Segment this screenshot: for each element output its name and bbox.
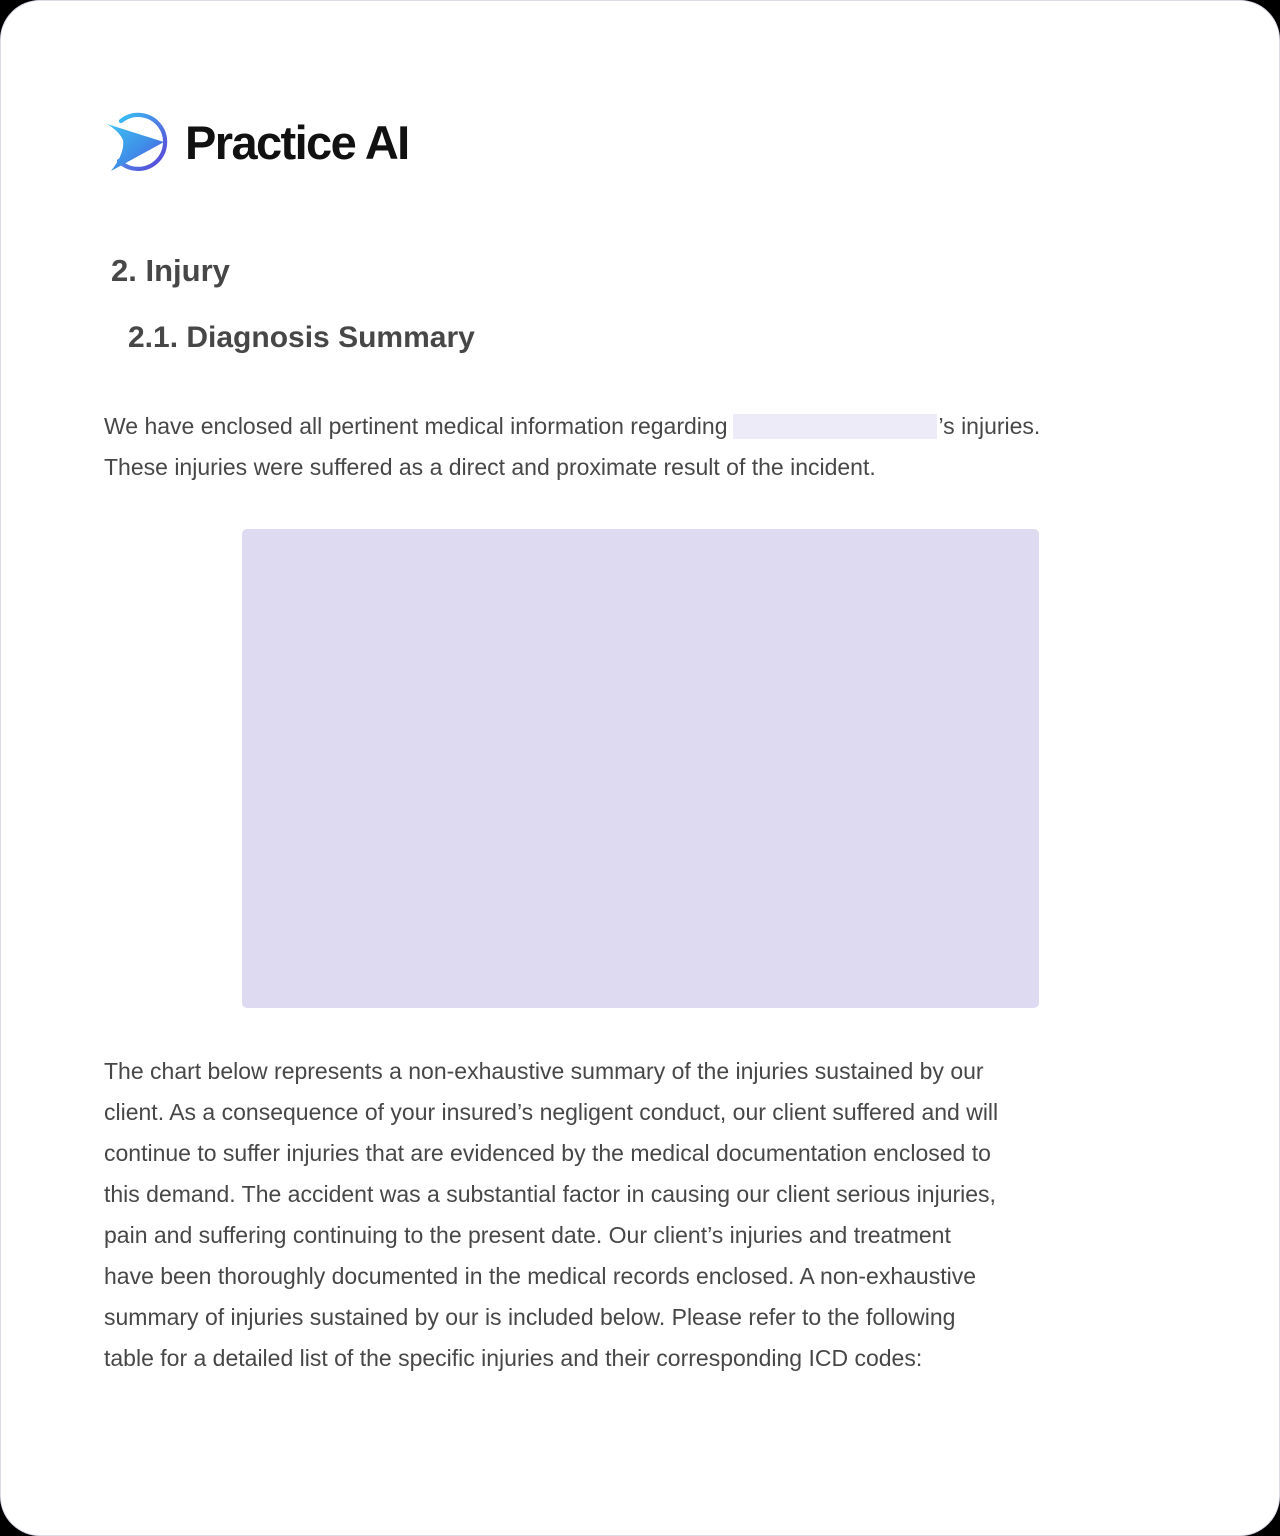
practice-ai-logo-icon [105, 109, 173, 175]
brand-name: Practice AI [185, 115, 409, 169]
intro-text-after: ’s injuries. [938, 413, 1041, 439]
redacted-client-name [733, 414, 937, 439]
brand-logo [105, 109, 409, 175]
subsection-heading: 2.1. Diagnosis Summary [128, 321, 475, 354]
section-heading: 2. Injury [111, 253, 230, 288]
summary-line: have been thoroughly documented in the medical records enclosed. A non-exhaustive [104, 1263, 977, 1289]
diagnosis-image-placeholder [242, 529, 1039, 1008]
summary-line: table for a detailed list of the specific injuries and their corresponding ICD codes: [104, 1345, 923, 1371]
intro-line-1 [104, 406, 1184, 447]
summary-line: this demand. The accident was a substantial factor in causing our client serious injuries, [104, 1181, 996, 1207]
summary-line: summary of injuries sustained by our is included below. Please refer to the following [104, 1304, 956, 1330]
intro-line-2: These injuries were suffered as a direct and proximate result of the incident. [104, 454, 876, 480]
intro-text-before: We have enclosed all pertinent medical information regarding [104, 413, 728, 439]
summary-paragraph [104, 1051, 1184, 1379]
intro-paragraph [104, 406, 1184, 488]
summary-line: continue to suffer injuries that are evidenced by the medical documentation enclosed to [104, 1140, 991, 1166]
summary-line: pain and suffering continuing to the present date. Our client’s injuries and treatment [104, 1222, 951, 1248]
summary-line: client. As a consequence of your insured’s negligent conduct, our client suffered and will [104, 1099, 999, 1125]
summary-line: The chart below represents a non-exhaustive summary of the injuries sustained by our [104, 1058, 984, 1084]
